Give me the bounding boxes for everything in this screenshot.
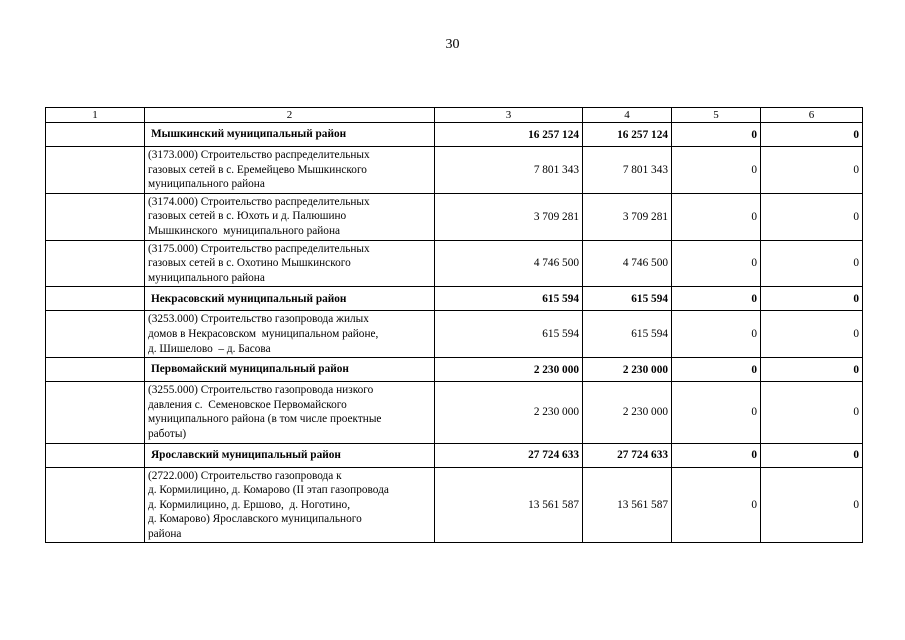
- amount-cell-c4: 4 746 500: [583, 240, 672, 287]
- project-description-cell: [145, 147, 435, 194]
- header-row: [46, 108, 863, 123]
- district-name-cell: [145, 123, 435, 147]
- project-row: [46, 240, 863, 287]
- description-line: д. Кормилицино, д. Комарово (II этап газопровода: [148, 484, 389, 497]
- project-description-cell: [145, 311, 435, 358]
- description-line: Мышкинский муниципальный район: [151, 128, 347, 141]
- project-row: [46, 147, 863, 194]
- amount-cell-c5: 0: [672, 443, 761, 467]
- column-header: 4: [583, 108, 672, 123]
- column-header: 6: [761, 108, 863, 123]
- amount-cell-c5: 0: [672, 287, 761, 311]
- description-line: Мышкинского муниципального района: [148, 224, 341, 237]
- amount-cell-c3: 4 746 500: [435, 240, 583, 287]
- amount-cell-c4: 2 230 000: [583, 358, 672, 382]
- amount-cell-c6: 0: [761, 443, 863, 467]
- project-row: [46, 193, 863, 240]
- project-row: [46, 311, 863, 358]
- amount-cell-c6: 0: [761, 311, 863, 358]
- amount-cell-c3: 7 801 343: [435, 147, 583, 194]
- district-row: [46, 123, 863, 147]
- amount-cell-c5: 0: [672, 147, 761, 194]
- amount-cell-c6: 0: [761, 287, 863, 311]
- description-line: (3174.000) Строительство распределительных: [148, 195, 370, 208]
- project-description-cell: [145, 467, 435, 543]
- amount-cell-c4: 27 724 633: [583, 443, 672, 467]
- amount-cell-c3: 2 230 000: [435, 358, 583, 382]
- project-row: [46, 382, 863, 443]
- project-description-cell: [145, 193, 435, 240]
- description-line: газовых сетей в с. Еремейцево Мышкинского: [148, 163, 367, 176]
- row-number-cell: [46, 287, 145, 311]
- row-number-cell: [46, 193, 145, 240]
- description-line: (3173.000) Строительство распределительных: [148, 149, 370, 161]
- column-header: 5: [672, 108, 761, 123]
- description-line: муниципального района: [148, 271, 265, 284]
- description-line: газовых сетей в с. Юхоть и д. Палюшино: [148, 210, 347, 223]
- row-number-cell: [46, 147, 145, 194]
- description-line: Некрасовский муниципальный район: [151, 292, 347, 305]
- amount-cell-c6: 0: [761, 382, 863, 443]
- district-row: [46, 287, 863, 311]
- description-line: муниципального района (в том числе проектные: [148, 413, 382, 426]
- description-line: (3255.000) Строительство газопровода низкого: [148, 384, 374, 397]
- budget-table: [45, 107, 863, 543]
- amount-cell-c3: 615 594: [435, 287, 583, 311]
- amount-cell-c4: 615 594: [583, 311, 672, 358]
- column-header: 2: [145, 108, 435, 123]
- amount-cell-c6: 0: [761, 467, 863, 543]
- description-line: района: [148, 527, 182, 540]
- page-number: 30: [445, 37, 460, 52]
- row-number-cell: [46, 123, 145, 147]
- amount-cell-c6: 0: [761, 147, 863, 194]
- amount-cell-c4: 16 257 124: [583, 123, 672, 147]
- description-line: муниципального района: [148, 178, 265, 191]
- description-line: (2722.000) Строительство газопровода к: [148, 469, 342, 482]
- description-line: работы): [148, 427, 187, 440]
- description-line: (3175.000) Строительство распределительных: [148, 242, 370, 255]
- row-number-cell: [46, 382, 145, 443]
- column-header: 1: [46, 108, 145, 123]
- amount-cell-c4: 7 801 343: [583, 147, 672, 194]
- row-number-cell: [46, 443, 145, 467]
- amount-cell-c6: 0: [761, 358, 863, 382]
- district-name-cell: [145, 358, 435, 382]
- row-number-cell: [46, 467, 145, 543]
- amount-cell-c3: 3 709 281: [435, 193, 583, 240]
- amount-cell-c5: 0: [672, 382, 761, 443]
- description-line: Первомайский муниципальный район: [151, 363, 349, 376]
- amount-cell-c4: 2 230 000: [583, 382, 672, 443]
- amount-cell-c6: 0: [761, 240, 863, 287]
- amount-cell-c3: 615 594: [435, 311, 583, 358]
- district-row: [46, 443, 863, 467]
- amount-cell-c4: 13 561 587: [583, 467, 672, 543]
- project-description-cell: [145, 382, 435, 443]
- description-line: газовых сетей в с. Охотино Мышкинского: [148, 257, 351, 270]
- row-number-cell: [46, 240, 145, 287]
- amount-cell-c3: 16 257 124: [435, 123, 583, 147]
- amount-cell-c3: 13 561 587: [435, 467, 583, 543]
- amount-cell-c3: 2 230 000: [435, 382, 583, 443]
- amount-cell-c5: 0: [672, 240, 761, 287]
- amount-cell-c4: 3 709 281: [583, 193, 672, 240]
- description-line: (3253.000) Строительство газопровода жилых: [148, 313, 369, 326]
- amount-cell-c6: 0: [761, 193, 863, 240]
- description-line: давления с. Семеновское Первомайского: [148, 398, 347, 411]
- amount-cell-c5: 0: [672, 311, 761, 358]
- description-line: Ярославский муниципальный район: [151, 448, 341, 461]
- row-number-cell: [46, 311, 145, 358]
- amount-cell-c5: 0: [672, 123, 761, 147]
- amount-cell-c5: 0: [672, 193, 761, 240]
- amount-cell-c5: 0: [672, 358, 761, 382]
- description-line: д. Кормилицино, д. Ершово, д. Ноготино,: [148, 498, 351, 511]
- district-row: [46, 358, 863, 382]
- row-number-cell: [46, 358, 145, 382]
- amount-cell-c4: 615 594: [583, 287, 672, 311]
- district-name-cell: [145, 287, 435, 311]
- amount-cell-c3: 27 724 633: [435, 443, 583, 467]
- description-line: д. Комарово) Ярославского муниципального: [148, 513, 362, 526]
- column-header: 3: [435, 108, 583, 123]
- project-description-cell: [145, 240, 435, 287]
- description-line: д. Шишелово – д. Басова: [148, 342, 271, 355]
- amount-cell-c6: 0: [761, 123, 863, 147]
- project-row: [46, 467, 863, 543]
- description-line: домов в Некрасовском муниципальном районе,: [148, 327, 379, 340]
- amount-cell-c5: 0: [672, 467, 761, 543]
- district-name-cell: [145, 443, 435, 467]
